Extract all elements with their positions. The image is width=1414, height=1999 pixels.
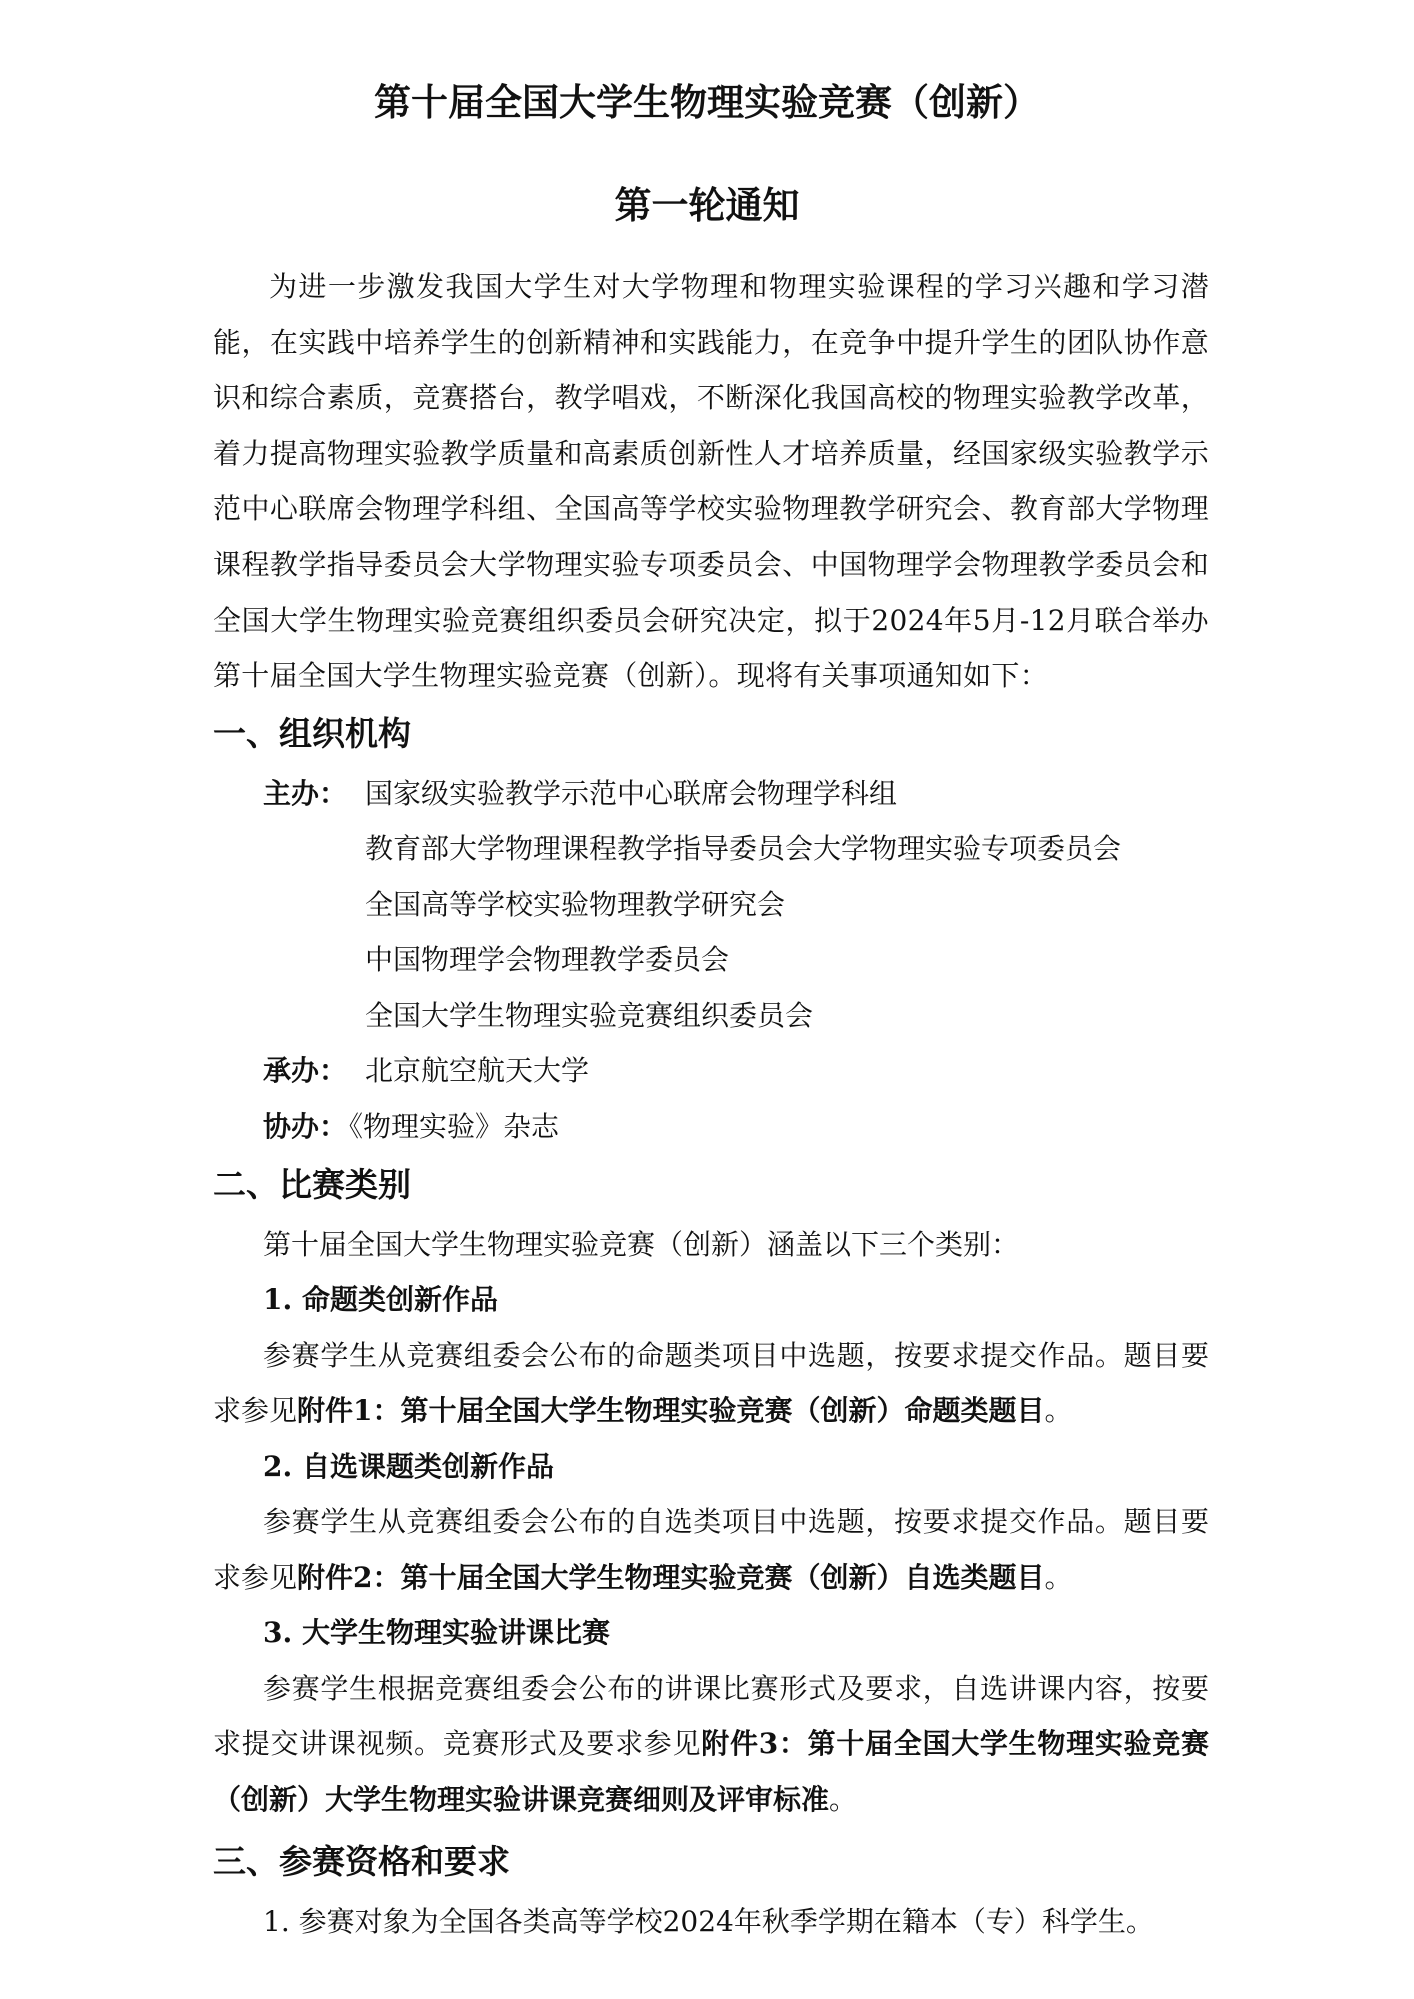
category-3-desc-line2 bbox=[213, 1724, 1209, 1764]
category-3-desc-line1: 参赛学生根据竞赛组委会公布的讲课比赛形式及要求，自选讲课内容，按要 bbox=[263, 1672, 1209, 1705]
intro-paragraph bbox=[213, 259, 1209, 704]
attachment-3-link: 附件3：第十届全国大学生物理实验竞赛 bbox=[701, 1727, 1209, 1760]
host-item: 全国高等学校实验物理教学研究会 bbox=[365, 888, 786, 921]
category-2-ref-suffix: 。 bbox=[1044, 1561, 1073, 1594]
document-subtitle: 第一轮通知 bbox=[614, 184, 800, 227]
category-3-ref-prefix: 求提交讲课视频。竞赛形式及要求参见 bbox=[213, 1727, 702, 1760]
attachment-2-link: 附件2：第十届全国大学生物理实验竞赛（创新）自选类题目 bbox=[297, 1561, 1045, 1594]
intro-text: 为进一步激发我国大学生对大学物理和物理实验课程的学习兴趣和学习潜能，在实践中培养学生的创新精神和实践能力，在竞争中提升学生的团队协作意识和综合素质，竞赛搭台，教学唱戏，不断深化我国高校的物理实验教学改革，着力提高物理实验教学质量和高素质创新性人才培养质量，经国家级实验教学示范中心联席会物理学科组、全国高等学校实验物理教学研究会、教育部大学物理课程教学指导委员会大学物理实验专项委员会、中国物理学会物理教学委员会和全国大学生物理实验竞赛组织委员会研究决定，拟于2024年5月-12月联合举办第十届全国大学生物理实验竞赛（创新）。现将有关事项通知如下： bbox=[213, 270, 1209, 693]
category-3-title: 3. 大学生物理实验讲课比赛 bbox=[263, 1616, 610, 1649]
document-title: 第十届全国大学生物理实验竞赛（创新） bbox=[374, 81, 1040, 124]
category-1-ref-prefix: 求参见 bbox=[213, 1394, 298, 1427]
co-organizer-value: 《物理实验》杂志 bbox=[335, 1110, 560, 1143]
undertaker-label: 承办： bbox=[263, 1054, 348, 1087]
undertaker-value: 北京航空航天大学 bbox=[365, 1054, 590, 1087]
attachment-3-link-cont: （创新）大学生物理实验讲课竞赛细则及评审标准 bbox=[213, 1783, 830, 1816]
host-item: 全国大学生物理实验竞赛组织委员会 bbox=[365, 999, 814, 1032]
category-3-ref-suffix: 。 bbox=[829, 1783, 858, 1816]
category-1-desc-line1: 参赛学生从竞赛组委会公布的命题类项目中选题，按要求提交作品。题目要 bbox=[263, 1339, 1209, 1372]
section-heading-eligibility: 三、参赛资格和要求 bbox=[213, 1842, 510, 1881]
section-heading-categories: 二、比赛类别 bbox=[213, 1165, 411, 1204]
host-item: 教育部大学物理课程教学指导委员会大学物理实验专项委员会 bbox=[365, 832, 1122, 865]
category-2-desc-line1: 参赛学生从竞赛组委会公布的自选类项目中选题，按要求提交作品。题目要 bbox=[263, 1505, 1209, 1538]
category-1-desc-line2 bbox=[213, 1391, 1209, 1431]
category-2-ref-prefix: 求参见 bbox=[213, 1561, 298, 1594]
host-label: 主办： bbox=[263, 777, 348, 810]
category-2-title: 2. 自选课题类创新作品 bbox=[263, 1450, 554, 1483]
category-1-title: 1. 命题类创新作品 bbox=[263, 1283, 498, 1316]
categories-intro: 第十届全国大学生物理实验竞赛（创新）涵盖以下三个类别： bbox=[263, 1228, 1020, 1261]
attachment-1-link: 附件1：第十届全国大学生物理实验竞赛（创新）命题类题目 bbox=[297, 1394, 1045, 1427]
category-2-desc-line2 bbox=[213, 1558, 1209, 1598]
co-organizer-label: 协办： bbox=[263, 1110, 348, 1143]
host-item: 中国物理学会物理教学委员会 bbox=[365, 943, 730, 976]
host-item: 国家级实验教学示范中心联席会物理学科组 bbox=[365, 777, 898, 810]
category-1-ref-suffix: 。 bbox=[1044, 1394, 1073, 1427]
eligibility-item-1: 1. 参赛对象为全国各类高等学校2024年秋季学期在籍本（专）科学生。 bbox=[263, 1905, 1154, 1938]
section-heading-organization: 一、组织机构 bbox=[213, 714, 411, 753]
category-3-desc-line3 bbox=[213, 1780, 1209, 1820]
